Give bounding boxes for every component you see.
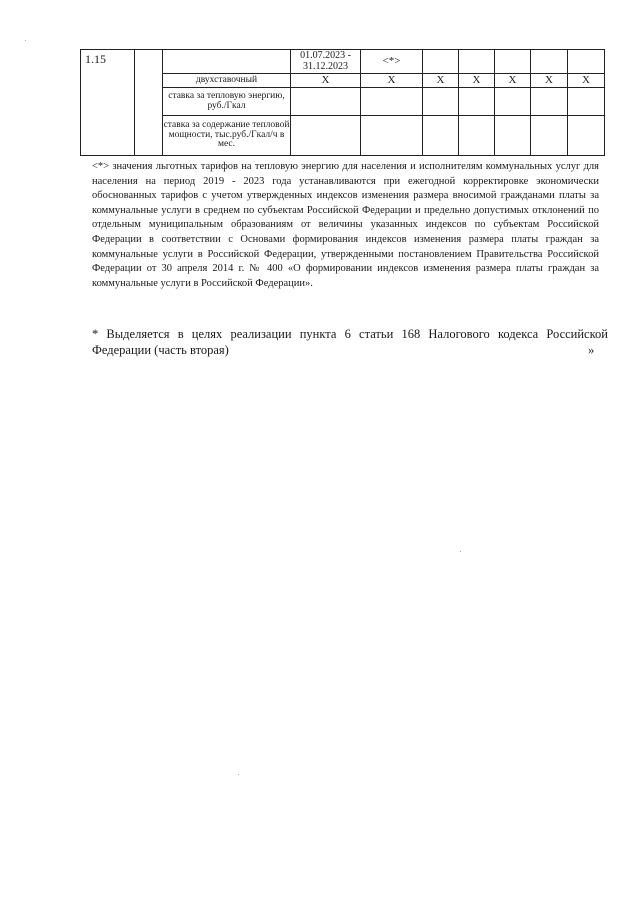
mark-cell <box>568 116 605 156</box>
closing-quote: » <box>588 343 595 357</box>
subrow-label: двухставочный <box>163 74 291 88</box>
empty-cell <box>568 50 605 74</box>
tariff-table <box>80 49 605 156</box>
mark-cell <box>459 116 495 156</box>
table-row <box>81 50 605 74</box>
mark-cell: X <box>531 74 568 88</box>
empty-cell <box>135 50 163 156</box>
empty-cell <box>459 50 495 74</box>
mark-cell <box>495 116 531 156</box>
period-marker-cell: <*> <box>361 50 423 74</box>
mark-cell: X <box>495 74 531 88</box>
mark-cell <box>361 116 423 156</box>
mark-cell <box>568 88 605 116</box>
mark-cell <box>531 88 568 116</box>
subrow-label: ставка за содержание тепловой мощности, тыс.руб./Гкал/ч в мес. <box>163 116 291 156</box>
mark-cell <box>423 116 459 156</box>
mark-cell: X <box>291 74 361 88</box>
mark-cell <box>361 88 423 116</box>
row-number-cell: 1.15 <box>81 50 135 156</box>
subrow-label: ставка за тепловую энергию, руб./Гкал <box>163 88 291 116</box>
scan-speck <box>238 774 239 775</box>
empty-cell <box>531 50 568 74</box>
empty-cell <box>495 50 531 74</box>
mark-cell <box>423 88 459 116</box>
mark-cell: X <box>361 74 423 88</box>
mark-cell: X <box>423 74 459 88</box>
period-cell: 01.07.2023 - 31.12.2023 <box>291 50 361 74</box>
mark-cell <box>459 88 495 116</box>
mark-cell <box>291 88 361 116</box>
empty-cell <box>423 50 459 74</box>
scan-speck <box>25 40 26 41</box>
mark-cell <box>291 116 361 156</box>
empty-cell <box>163 50 291 74</box>
mark-cell <box>495 88 531 116</box>
tariff-note-paragraph: <*> значения льготных тарифов на тепловую энергию для населения и исполнителям коммунальных услуг для населения на период 2019 - 2023 года устанавливаются при ежегодной корректировке экономически обоснованных тарифов с учетом утвержденных индексов изменения размера вносимой гражданами платы за коммунальные услуги в среднем по субъектам Российской Федерации и предельно допустимых отклонений по отдельным муниципальным образованиям от величины указанных индексов по субъектам Российской Федерации в соответствии с Основами формирования индексов изменения размера платы граждан за коммунальные услуги в Российской Федерации, утвержденными постановлением Правительства Российской Федерации от 30 апреля 2014 г. № 400 «О формировании индексов изменения размера платы граждан за коммунальные услуги в Российской Федерации». <box>92 161 599 289</box>
scan-speck <box>460 551 461 552</box>
vat-footnote: * Выделяется в целях реализации пункта 6 статьи 168 Налогового кодекса Российской Федерации (часть вторая) <box>92 327 608 357</box>
mark-cell: X <box>459 74 495 88</box>
mark-cell: X <box>568 74 605 88</box>
mark-cell <box>531 116 568 156</box>
